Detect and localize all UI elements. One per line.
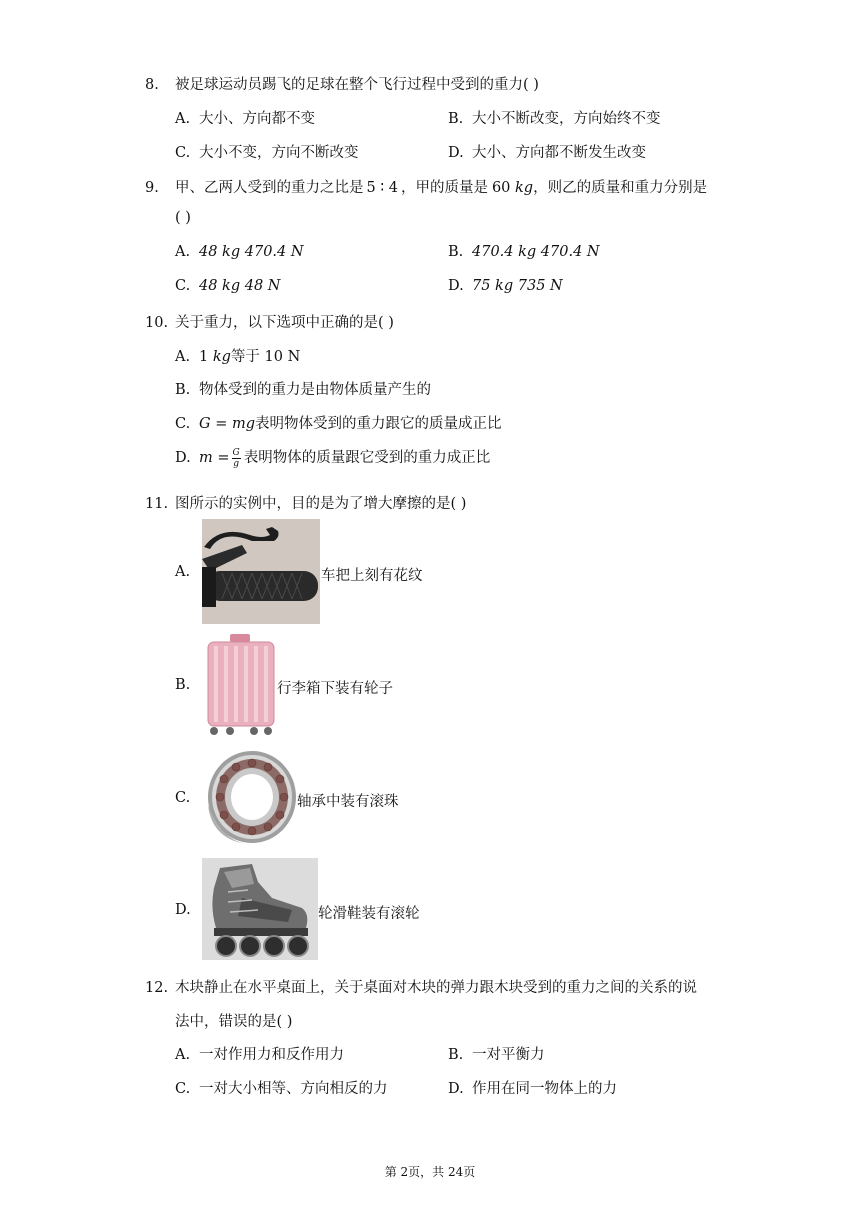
q8-option-c: [175, 141, 359, 162]
option-letter: B.: [448, 244, 464, 260]
question-number: 10.: [145, 315, 169, 331]
roller-skate-image: [202, 858, 318, 960]
q11-option-a-caption: 车把上刻有花纹: [321, 568, 423, 584]
option-text: 48 kg 48 N: [199, 278, 281, 294]
question-text: 被足球运动员踢飞的足球在整个飞行过程中受到的重力( ): [175, 77, 539, 93]
question-text: 木块静止在水平桌面上，关于桌面对木块的弹力跟木块受到的重力之间的关系的说: [175, 980, 697, 996]
question-12-stem-line1: [145, 976, 697, 997]
fraction-numerator: G: [232, 447, 240, 458]
question-number: 11.: [145, 496, 169, 512]
option-text: 大小、方向都不变: [199, 111, 315, 127]
question-9-stem: [145, 176, 707, 197]
option-letter: A.: [175, 349, 191, 365]
question-text: ，甲的质量是: [400, 180, 488, 196]
option-text: 大小不变，方向不断改变: [199, 145, 359, 161]
q12-option-b: [448, 1043, 545, 1064]
option-text: 470.4 kg 470.4 N: [472, 244, 600, 260]
formula: m =: [199, 450, 230, 466]
option-text: 大小、方向都不断发生改变: [472, 145, 646, 161]
q8-option-d: [448, 141, 646, 162]
question-12-stem-line2: 法中，错误的是( ): [175, 1014, 293, 1030]
option-number: 1: [199, 349, 213, 365]
q11-option-b-letter: B.: [175, 677, 191, 693]
q9-option-c: [175, 278, 281, 294]
option-text: 大小不断改变，方向始终不变: [472, 111, 661, 127]
q11-option-d-letter: D.: [175, 902, 191, 918]
question-number: 8.: [145, 77, 159, 93]
q8-option-b: [448, 107, 661, 128]
question-8-stem: [145, 73, 539, 94]
question-text: 图所示的实例中，目的是为了增大摩擦的是( ): [175, 496, 467, 512]
option-text: 物体受到的重力是由物体质量产生的: [199, 382, 431, 398]
option-text: 75 kg 735 N: [472, 278, 563, 294]
q9-option-a: [175, 244, 304, 260]
ratio-value: 5 ∶ 4: [366, 180, 398, 196]
question-9-blank: ( ): [175, 210, 191, 226]
option-letter: B.: [175, 382, 191, 398]
option-letter: A.: [175, 244, 191, 260]
option-letter: A.: [175, 1047, 191, 1063]
q10-option-b: [175, 378, 431, 399]
q11-option-a-letter: A.: [175, 564, 191, 580]
q11-option-b-caption: 行李箱下装有轮子: [277, 681, 393, 697]
option-text: 一对平衡力: [472, 1047, 545, 1063]
mass-value: 60: [491, 180, 511, 196]
q11-option-c-letter: C.: [175, 790, 191, 806]
option-letter: A.: [175, 111, 191, 127]
option-letter: D.: [448, 1081, 464, 1097]
question-text: 甲、乙两人受到的重力之比是: [175, 180, 364, 196]
q9-option-b: [448, 244, 600, 260]
q11-option-c-caption: 轴承中装有滚珠: [297, 794, 399, 810]
option-letter: D.: [448, 278, 464, 294]
q11-option-d-caption: 轮滑鞋装有滚轮: [318, 906, 420, 922]
option-letter: C.: [175, 278, 191, 294]
option-letter: B.: [448, 111, 464, 127]
fraction: [232, 448, 241, 469]
q10-option-a: [175, 345, 300, 366]
question-11-stem: [145, 492, 466, 513]
option-letter: C.: [175, 1081, 191, 1097]
bike-handle-image: [202, 519, 320, 624]
question-text: 关于重力，以下选项中正确的是( ): [175, 315, 394, 331]
fraction-denominator: g: [233, 458, 239, 469]
question-number: 9.: [145, 180, 159, 196]
question-number: 12.: [145, 980, 169, 996]
option-text: 表明物体的质量跟它受到的重力成正比: [243, 450, 491, 466]
option-letter: C.: [175, 416, 191, 432]
option-text: 等于 10 N: [230, 349, 301, 365]
option-letter: D.: [448, 145, 464, 161]
page-footer: 第 2页，共 24页: [384, 1165, 476, 1179]
option-text: 一对大小相等、方向相反的力: [199, 1081, 388, 1097]
question-10-stem: [145, 311, 394, 332]
option-text: 作用在同一物体上的力: [472, 1081, 617, 1097]
question-text: ，则乙的质量和重力分别是: [533, 180, 708, 196]
option-text: 表明物体受到的重力跟它的质量成正比: [254, 416, 502, 432]
unit: kg: [515, 180, 534, 196]
q10-option-d: [175, 446, 490, 469]
q12-option-a: [175, 1043, 344, 1064]
q8-option-a: [175, 107, 315, 128]
option-letter: D.: [175, 450, 191, 466]
formula: G = mg: [199, 416, 255, 432]
option-letter: C.: [175, 145, 191, 161]
option-text: 48 kg 470.4 N: [199, 244, 304, 260]
q10-option-c: [175, 412, 501, 433]
q9-option-d: [448, 278, 563, 294]
option-letter: B.: [448, 1047, 464, 1063]
ball-bearing-image: [202, 745, 296, 848]
option-text: 一对作用力和反作用力: [199, 1047, 344, 1063]
suitcase-image: [202, 634, 278, 737]
unit: kg: [212, 349, 231, 365]
q12-option-d: [448, 1077, 617, 1098]
q12-option-c: [175, 1077, 388, 1098]
